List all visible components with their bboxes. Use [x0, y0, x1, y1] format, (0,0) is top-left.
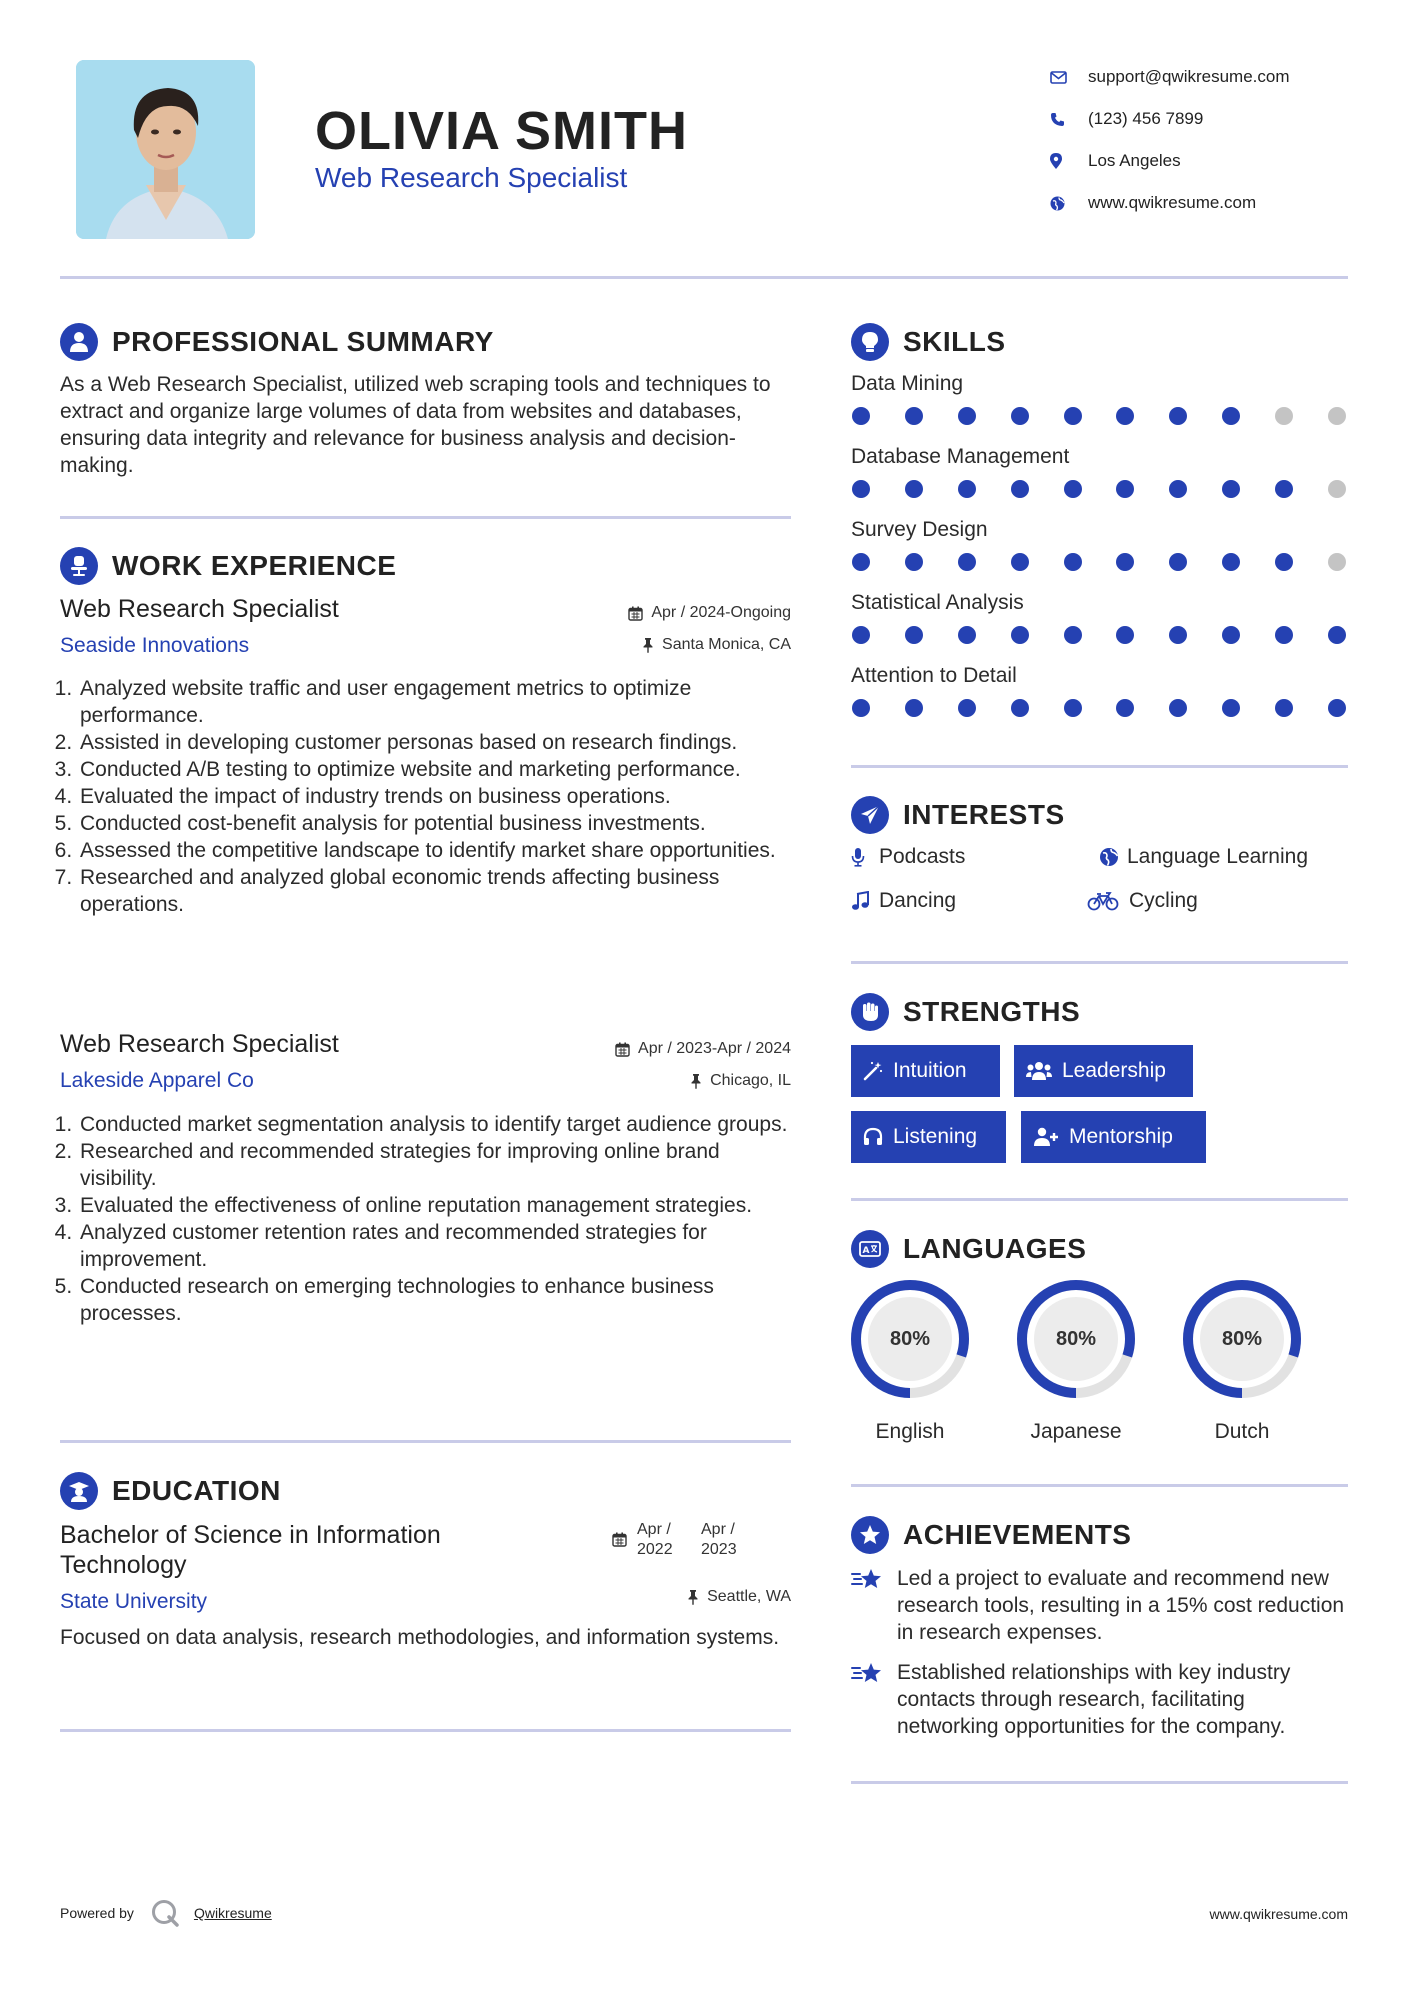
job-title: Web Research Specialist: [60, 1030, 339, 1058]
language-percent: 80%: [889, 1327, 931, 1350]
contact-website[interactable]: [1050, 182, 1390, 224]
headphones-icon: [863, 1127, 883, 1147]
job-bullets: [59, 1111, 799, 1327]
education-date: [612, 1520, 792, 1560]
globe-icon: [1099, 847, 1127, 867]
strengths-title: STRENGTHS: [903, 996, 1081, 1027]
job-location: [500, 636, 791, 654]
job-bullets: [59, 675, 799, 918]
skill-rating: [852, 553, 1346, 571]
education-date-start: [637, 1520, 701, 1560]
rating-dot-filled: [958, 699, 976, 717]
raised-fist-icon: [851, 993, 889, 1031]
qwikresume-logo-icon: [150, 1898, 180, 1928]
skill-name: Database Management: [851, 445, 1070, 468]
bicycle-icon: [1087, 891, 1129, 911]
degree-title: [60, 1520, 441, 1580]
footer-url[interactable]: www.qwikresume.com: [1209, 1906, 1348, 1922]
star-badge-icon: [851, 1516, 889, 1554]
education-location: [500, 1588, 791, 1606]
interest-label: Dancing: [879, 889, 957, 912]
rating-dot-filled: [905, 553, 923, 571]
skill-rating: [852, 407, 1346, 425]
list-item: 2. Researched and recommended strategies for improving online brand visibility.: [78, 1138, 799, 1192]
user-plus-icon: [1033, 1127, 1059, 1147]
achievement-text: Established relationships with key industry contacts through research, facilitating networking opportunities for the company.: [897, 1661, 1291, 1738]
svg-text:A: A: [862, 1246, 870, 1256]
rating-dot-filled: [958, 553, 976, 571]
language-percent: 80%: [1055, 1327, 1097, 1350]
envelope-icon: [1050, 71, 1088, 84]
rating-dot-filled: [1275, 553, 1293, 571]
header-divider: [60, 276, 1348, 279]
rating-dot-filled: [1116, 480, 1134, 498]
rating-dot-filled: [1064, 626, 1082, 644]
list-item: 6. Assessed the competitive landscape to identify market share opportunities.: [78, 837, 799, 864]
pushpin-icon: [687, 1589, 699, 1605]
skill-name: Statistical Analysis: [851, 591, 1024, 614]
rating-dot-filled: [1169, 699, 1187, 717]
rating-dot-filled: [1169, 480, 1187, 498]
rating-dot-filled: [1169, 407, 1187, 425]
rating-dot-filled: [1169, 626, 1187, 644]
calendar-icon: [615, 1042, 630, 1057]
language-gauge: [1015, 1278, 1137, 1400]
education-location-text: Seattle, WA: [707, 1588, 791, 1605]
strengths-heading: [851, 993, 1080, 1031]
candidate-role: Web Research Specialist: [315, 162, 628, 193]
rating-dot-filled: [905, 480, 923, 498]
list-item: 5. Conducted cost-benefit analysis for potential business investments.: [78, 810, 799, 837]
job-date: [500, 604, 791, 622]
list-item: 1. Conducted market segmentation analysis to identify target audience groups.: [78, 1111, 799, 1138]
contact-email-text: support@qwikresume.com: [1088, 67, 1290, 86]
summary-title: PROFESSIONAL SUMMARY: [112, 326, 494, 357]
date-text: Apr /: [637, 1521, 671, 1538]
calendar-icon: [612, 1532, 627, 1547]
education-description: Focused on data analysis, research methodologies, and information systems.: [60, 1626, 780, 1649]
rating-dot-empty: [1328, 407, 1346, 425]
skills-heading: [851, 323, 1006, 361]
rating-dot-filled: [1275, 626, 1293, 644]
job-date-text: Apr / 2023-Apr / 2024: [638, 1040, 791, 1057]
language-card-icon: [851, 1230, 889, 1268]
rating-dot-filled: [1116, 699, 1134, 717]
contact-list: [1050, 56, 1390, 224]
shooting-star-icon: [851, 1659, 897, 1740]
rating-dot-empty: [1328, 480, 1346, 498]
contact-email[interactable]: [1050, 56, 1390, 98]
skill-rating: [852, 480, 1346, 498]
experience-divider: [60, 1440, 791, 1443]
rating-dot-filled: [905, 699, 923, 717]
rating-dot-filled: [1011, 480, 1029, 498]
interests-title: INTERESTS: [903, 799, 1065, 830]
rating-dot-filled: [1064, 553, 1082, 571]
strength-label: Mentorship: [1069, 1125, 1173, 1148]
interest-label: Language Learning: [1127, 845, 1309, 868]
rating-dot-filled: [1222, 480, 1240, 498]
achievements-title: ACHIEVEMENTS: [903, 1519, 1132, 1550]
interest-label: Podcasts: [879, 845, 966, 868]
language-item: [1181, 1278, 1303, 1444]
language-percent: 80%: [1221, 1327, 1263, 1350]
microphone-icon: [851, 847, 879, 867]
rating-dot-filled: [1011, 699, 1029, 717]
pushpin-icon: [690, 1073, 702, 1089]
rating-dot-filled: [1222, 699, 1240, 717]
strengths-divider: [851, 1198, 1348, 1201]
rating-dot-empty: [1328, 553, 1346, 571]
strength-chip-intuition: [851, 1045, 1000, 1097]
job-location-text: Chicago, IL: [710, 1072, 791, 1089]
rating-dot-filled: [1116, 553, 1134, 571]
language-name: English: [875, 1420, 945, 1443]
contact-website-text: www.qwikresume.com: [1088, 193, 1257, 212]
list-item: 5. Conducted research on emerging technologies to enhance business processes.: [78, 1273, 799, 1327]
rating-dot-filled: [958, 626, 976, 644]
skill-name: Attention to Detail: [851, 664, 1017, 687]
list-item: 4. Evaluated the impact of industry trends on business operations.: [78, 783, 799, 810]
education-divider: [60, 1729, 791, 1732]
language-item: [1015, 1278, 1137, 1444]
lightbulb-icon: [851, 323, 889, 361]
language-gauge: [1181, 1278, 1303, 1400]
list-item: 4. Analyzed customer retention rates and recommended strategies for improvement.: [78, 1219, 799, 1273]
interests-divider: [851, 961, 1348, 964]
job-date: [500, 1040, 791, 1058]
skill-rating: [852, 699, 1346, 717]
list-item: 2. Assisted in developing customer personas based on research findings.: [78, 729, 799, 756]
job-company: Lakeside Apparel Co: [60, 1069, 254, 1092]
rating-dot-filled: [905, 626, 923, 644]
phone-icon: [1050, 112, 1088, 127]
users-icon: [1026, 1061, 1052, 1081]
job-location: [500, 1072, 791, 1090]
rating-dot-filled: [1222, 553, 1240, 571]
footer-powered-by: [60, 1898, 272, 1928]
rating-dot-filled: [852, 626, 870, 644]
rating-dot-filled: [1011, 626, 1029, 644]
education-title: EDUCATION: [112, 1475, 281, 1506]
contact-phone[interactable]: [1050, 98, 1390, 140]
list-item: 3. Conducted A/B testing to optimize website and marketing performance.: [78, 756, 799, 783]
list-item: 1. Analyzed website traffic and user engagement metrics to optimize performance.: [78, 675, 799, 729]
calendar-icon: [628, 606, 643, 621]
language-item: [849, 1278, 971, 1444]
magic-wand-icon: [863, 1061, 883, 1081]
skills-title: SKILLS: [903, 326, 1006, 357]
profile-photo: [76, 60, 255, 239]
skill-rating: [852, 626, 1346, 644]
language-name: Dutch: [1214, 1420, 1270, 1443]
date-text: 2023: [701, 1541, 737, 1558]
contact-location-text: Los Angeles: [1088, 151, 1181, 170]
contact-location: [1050, 140, 1390, 182]
education-date-end: [701, 1520, 737, 1560]
rating-dot-filled: [1011, 407, 1029, 425]
interests-heading: [851, 796, 1065, 834]
achievement-text: Led a project to evaluate and recommend new research tools, resulting in a 15% cost reduction in research expenses.: [897, 1567, 1345, 1644]
rating-dot-filled: [852, 699, 870, 717]
interest-language-learning: [1099, 845, 1308, 869]
rating-dot-filled: [905, 407, 923, 425]
strength-label: Listening: [893, 1125, 978, 1148]
languages-heading: [851, 1230, 1086, 1268]
office-chair-icon: [60, 547, 98, 585]
rating-dot-filled: [852, 480, 870, 498]
list-item: 3. Evaluated the effectiveness of online reputation management strategies.: [78, 1192, 799, 1219]
rating-dot-filled: [852, 407, 870, 425]
school-name: State University: [60, 1590, 208, 1613]
globe-icon: [1050, 196, 1088, 211]
interest-label: Cycling: [1129, 889, 1198, 912]
achievement-item: [851, 1565, 1351, 1646]
experience-title: WORK EXPERIENCE: [112, 550, 397, 581]
strength-chip-listening: [851, 1111, 1006, 1163]
date-text: 2022: [637, 1541, 673, 1558]
user-icon: [60, 323, 98, 361]
skill-name: Data Mining: [851, 372, 964, 395]
experience-heading: [60, 547, 396, 585]
rating-dot-empty: [1275, 407, 1293, 425]
candidate-name: OLIVIA SMITH: [315, 101, 688, 161]
rating-dot-filled: [958, 407, 976, 425]
job-company: Seaside Innovations: [60, 634, 250, 657]
languages-divider: [851, 1484, 1348, 1487]
rating-dot-filled: [1064, 407, 1082, 425]
achievements-divider: [851, 1781, 1348, 1784]
skills-divider: [851, 765, 1348, 768]
date-text: Apr /: [701, 1521, 735, 1538]
rating-dot-filled: [1064, 480, 1082, 498]
rating-dot-filled: [1011, 553, 1029, 571]
education-heading: [60, 1472, 281, 1510]
rating-dot-filled: [1275, 480, 1293, 498]
location-pin-icon: [1050, 153, 1088, 169]
strength-chip-mentorship: [1021, 1111, 1206, 1163]
interest-dancing: [851, 889, 956, 913]
language-gauge: [849, 1278, 971, 1400]
graduate-icon: [60, 1472, 98, 1510]
degree-line: Technology: [60, 1551, 187, 1579]
summary-divider: [60, 516, 791, 519]
paper-plane-icon: [851, 796, 889, 834]
rating-dot-filled: [1222, 626, 1240, 644]
list-item: 7. Researched and analyzed global economic trends affecting business operations.: [78, 864, 799, 918]
interest-cycling: [1087, 889, 1198, 913]
rating-dot-filled: [1064, 699, 1082, 717]
interest-podcasts: [851, 845, 965, 869]
rating-dot-filled: [1222, 407, 1240, 425]
skill-name: Survey Design: [851, 518, 988, 541]
strength-label: Leadership: [1062, 1059, 1166, 1082]
job-location-text: Santa Monica, CA: [662, 636, 791, 653]
strength-label: Intuition: [893, 1059, 967, 1082]
language-name: Japanese: [1030, 1420, 1122, 1443]
rating-dot-filled: [1116, 407, 1134, 425]
degree-line: Bachelor of Science in Information: [60, 1521, 441, 1549]
pushpin-icon: [642, 637, 654, 653]
rating-dot-filled: [1169, 553, 1187, 571]
rating-dot-filled: [1116, 626, 1134, 644]
rating-dot-filled: [1275, 699, 1293, 717]
languages-title: LANGUAGES: [903, 1233, 1087, 1264]
achievement-item: [851, 1659, 1351, 1740]
powered-by-text: Powered by: [60, 1905, 134, 1921]
rating-dot-filled: [1328, 626, 1346, 644]
rating-dot-filled: [958, 480, 976, 498]
job-date-text: Apr / 2024-Ongoing: [651, 604, 791, 621]
contact-phone-text: (123) 456 7899: [1088, 109, 1204, 128]
music-note-icon: [851, 891, 879, 911]
shooting-star-icon: [851, 1565, 897, 1646]
achievements-heading: [851, 1516, 1131, 1554]
rating-dot-filled: [1328, 699, 1346, 717]
rating-dot-filled: [852, 553, 870, 571]
summary-heading: [60, 323, 494, 361]
summary-text: As a Web Research Specialist, utilized web scraping tools and techniques to extract and organize large volumes of data from websites and databases, ensuring data integrity and relevance for business analysis and decision-making.: [60, 373, 771, 477]
brand-link[interactable]: Qwikresume: [193, 1905, 272, 1921]
strength-chip-leadership: [1014, 1045, 1193, 1097]
job-title: Web Research Specialist: [60, 595, 339, 623]
